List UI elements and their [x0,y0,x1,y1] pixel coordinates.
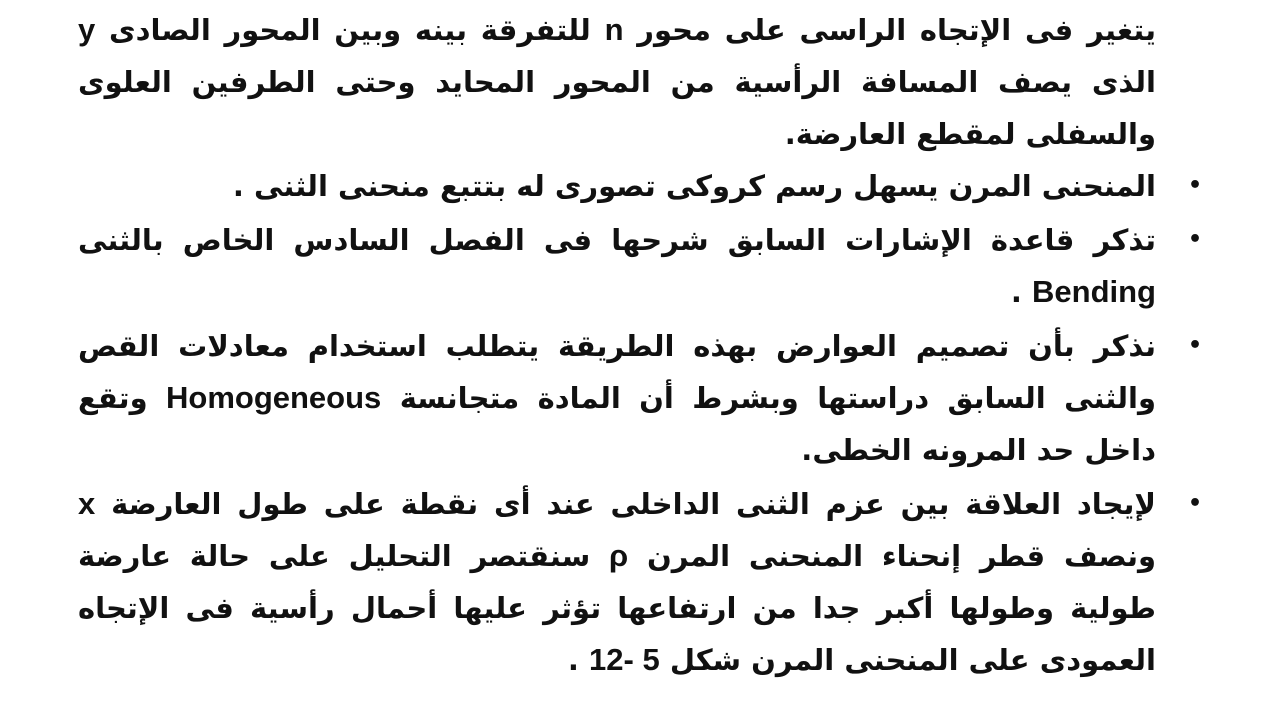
bullet-icon: • [1187,333,1202,358]
variable-rho: ρ [609,538,629,573]
bullet-icon: • [1187,227,1202,252]
bullet-list [78,160,1202,686]
bullet-4-mid: ونصف قطر إنحناء المنحنى المرن [647,539,1156,573]
term-bending: Bending [1032,274,1156,309]
intro-text-after-y: الذى يصف المسافة الرأسية من المحور المحايد وحتى الطرفين العلوى والسفلى لمقطع العارضة. [78,65,1156,151]
term-homogeneous: Homogeneous [166,380,382,415]
bullet-1-text: المنحنى المرن يسهل رسم كروكى تصورى له بتتبع منحنى الثنى . [232,169,1156,203]
document-page [78,0,1202,688]
bullet-3-end: وتقع داخل حد المرونه الخطى. [78,381,1156,467]
bullet-3-text: نذكر بأن تصميم العوارض بهذه الطريقة يتطلب استخدام معادلات القص والثنى السابق دراستها وبشرط أن المادة متجانسة [78,329,1156,415]
bullet-icon: • [1187,491,1202,516]
bullet-4-after: سنقتصر التحليل على حالة عارضة طولية وطولها أكبر جدا من ارتفاعها تؤثر عليها أحمال رأسية فى الإتجاه العمودى على المنحنى المرن شكل [78,539,1156,677]
variable-y: y [78,12,96,47]
intro-paragraph [78,0,1156,160]
bullet-4-end: . [567,643,579,677]
bullet-item-sign-convention [78,214,1202,318]
bullet-item-elastic-curve-sketch [78,160,1202,212]
bullet-2-end: . [1010,275,1022,309]
figure-reference: 12- 5 [589,642,660,677]
bullet-4-text: لإيجاد العلاقة بين عزم الثنى الداخلى عند أى نقطة على طول العارضة [111,487,1156,521]
intro-text-before-n: يتغير فى الإتجاه الراسى على محور [637,13,1156,47]
intro-text-after-n: للتفرقة بينه وبين المحور الصادى [109,13,591,47]
bullet-2-text: تذكر قاعدة الإشارات السابق شرحها فى الفصل السادس الخاص بالثنى [78,223,1156,257]
variable-x: x [78,486,96,521]
bullet-icon: • [1187,173,1202,198]
variable-n: n [604,12,624,47]
bullet-item-moment-curvature [78,478,1202,686]
bullet-item-design-assumptions [78,320,1202,476]
